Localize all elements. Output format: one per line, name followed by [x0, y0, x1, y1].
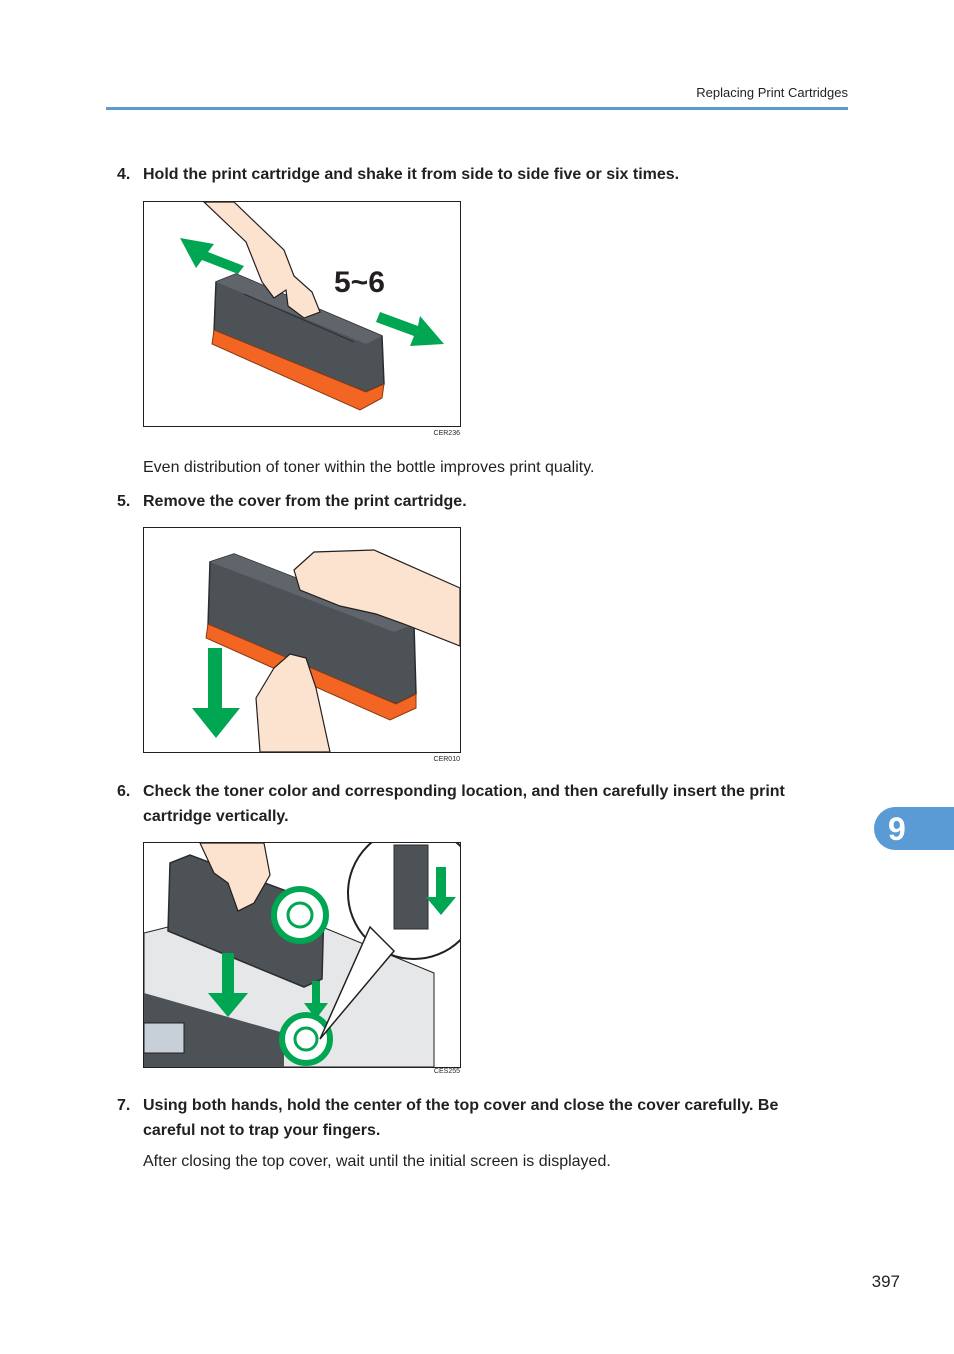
note-after-closing: After closing the top cover, wait until the initial screen is displayed. — [143, 1153, 611, 1170]
chapter-tab — [874, 807, 954, 850]
color-mark-lower-icon — [282, 1015, 330, 1063]
step-number: 7. — [117, 1097, 131, 1114]
header-rule — [106, 107, 848, 110]
step-text: Remove the cover from the print cartridge. — [143, 493, 467, 510]
step-number: 5. — [117, 493, 131, 510]
shake-count-label: 5~6 — [334, 266, 385, 299]
step-number: 6. — [117, 783, 131, 800]
insert-cartridge-illustration — [144, 843, 460, 1067]
chapter-number: 9 — [888, 811, 906, 847]
color-mark-upper-icon — [274, 889, 326, 941]
figure-code: CER236 — [433, 430, 460, 437]
remove-cover-illustration — [144, 528, 460, 752]
page-number: 397 — [871, 1272, 900, 1291]
step-text: Hold the print cartridge and shake it from side to side five or six times. — [143, 166, 680, 183]
step-text: Using both hands, hold the center of the top cover and close the cover carefully. Be careful not to trap your fingers. — [143, 1097, 779, 1139]
note-toner-distribution: Even distribution of toner within the bottle improves print quality. — [143, 459, 595, 476]
step-number: 4. — [117, 166, 131, 183]
figure-remove-cover — [143, 527, 461, 753]
arrow-left-icon — [180, 238, 244, 274]
figure-insert-cartridge — [143, 842, 461, 1068]
arrow-down-icon — [192, 648, 240, 738]
shake-cartridge-illustration — [144, 202, 460, 426]
figure-shake-cartridge — [143, 201, 461, 427]
figure-code: CER010 — [433, 756, 460, 763]
running-head: Replacing Print Cartridges — [696, 85, 848, 100]
arrow-right-icon — [376, 312, 444, 346]
printer-panel — [144, 1023, 184, 1053]
figure-code: CES255 — [433, 1068, 460, 1075]
step-text: Check the toner color and corresponding location, and then carefully insert the print cartridge vertically. — [143, 783, 785, 825]
